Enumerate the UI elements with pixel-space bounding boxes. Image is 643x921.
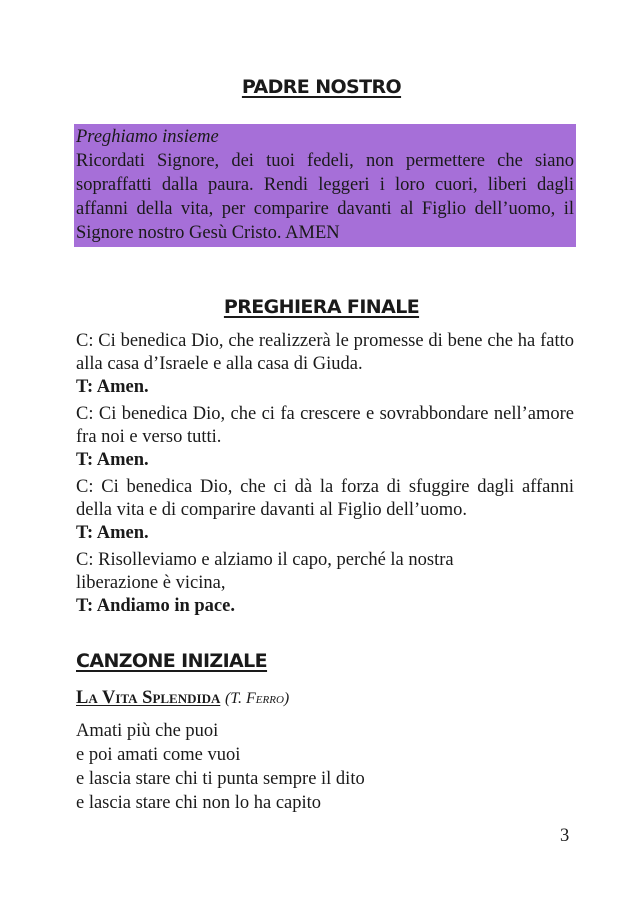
blessing-block-1 <box>76 330 574 399</box>
lyric-line: e lascia stare chi ti punta sempre il dito <box>76 769 365 789</box>
blessing-block-4 <box>76 549 574 618</box>
celebrant-line: C: Ci benedica Dio, che ci dà la forza di sfuggire dagli affanni della vita e di comparire davanti al Figlio dell’uomo. <box>76 477 574 520</box>
lyric-line: e poi amati come vuoi <box>76 745 241 765</box>
song-author: (T. Ferro) <box>224 690 290 707</box>
response-line: T: Amen. <box>76 377 149 397</box>
canzone-iniziale-heading: CANZONE INIZIALE <box>76 650 268 672</box>
prayer-body: Ricordati Signore, dei tuoi fedeli, non permettere che siano sopraffatti dalla paura. Rendi leggeri i loro cuori, liberi dagli affanni della vita, per comparire davanti al Figlio dell’uomo, il Signore nostro Gesù Cristo. AMEN <box>76 151 574 243</box>
lyric-line: Amati più che puoi <box>76 721 219 741</box>
response-line: T: Amen. <box>76 450 149 470</box>
blessing-block-2 <box>76 403 574 472</box>
preghiera-finale-heading: PREGHIERA FINALE <box>223 296 420 318</box>
padre-nostro-prayer-box <box>74 124 576 247</box>
celebrant-line-2: liberazione è vicina, <box>76 573 226 593</box>
song-lyrics <box>76 719 365 815</box>
lyric-line: e lascia stare chi non lo ha capito <box>76 793 322 813</box>
celebrant-line: C: Ci benedica Dio, che ci fa crescere e sovrabbondare nell’amore fra noi e verso tutti. <box>76 404 574 447</box>
blessing-block-3 <box>76 476 574 545</box>
song-name: La Vita Splendida <box>76 688 221 708</box>
song-title <box>76 688 289 709</box>
dismissal-line: T: Andiamo in pace. <box>76 596 235 616</box>
padre-nostro-heading: PADRE NOSTRO <box>241 76 402 98</box>
response-line: T: Amen. <box>76 523 149 543</box>
celebrant-line: C: Ci benedica Dio, che realizzerà le promesse di bene che ha fatto alla casa d’Israele e alla casa di Giuda. <box>76 331 574 374</box>
celebrant-line-1: C: Risolleviamo e alziamo il capo, perché la nostra <box>76 550 454 570</box>
page-number: 3 <box>560 826 570 846</box>
prayer-intro: Preghiamo insieme <box>76 127 219 147</box>
